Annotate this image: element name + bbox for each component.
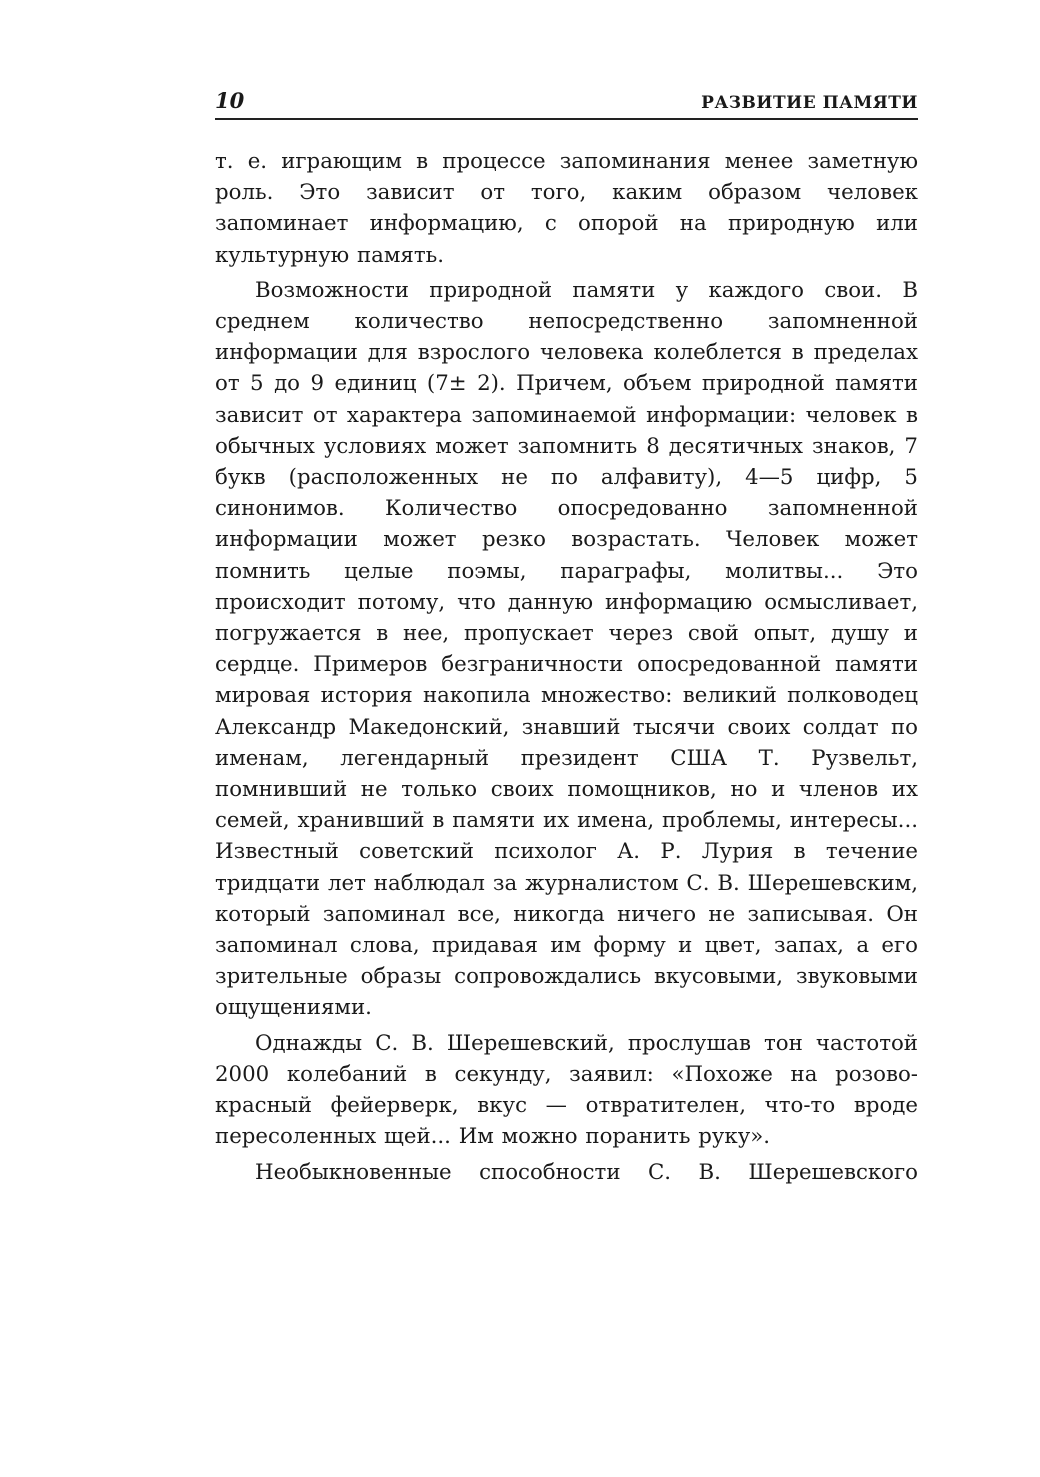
page-number: 10: [215, 88, 245, 113]
running-title: РАЗВИТИЕ ПАМЯТИ: [701, 93, 918, 113]
book-page: [215, 88, 918, 1188]
paragraph-shereshevsky-tone: Однажды С. В. Шерешевский, прослушав тон частотой 2000 колебаний в секунду, заявил: «Похоже на розово-красный фейерверк, вкус — отвратителен, что-то вроде пересоленных щей... Им можно поранить руку».: [215, 1030, 918, 1150]
running-header: [215, 88, 918, 120]
paragraph-memory-capacity: Возможности природной памяти у каждого свои. В среднем количество непосредственно запомненной информации для взрослого человека колеблется в пределах от 5 до 9 единиц (7± 2). Причем, объем природной памяти зависит от характера запоминаемой информации: человек в обычных условиях может запомнить 8 десятичных знаков, 7 букв (расположенных не по алфавиту), 4—5 цифр, 5 синонимов. Количество опосредованно запомненной информации может резко возрастать. Человек может помнить целые поэмы, параграфы, молитвы... Это происходит потому, что данную информацию осмысливает, погружается в нее, пропускает через свой опыт, душу и сердце. Примеров безграничности опосредованной памяти мировая история накопила множество: великий полководец Александр Македонский, знавший тысячи своих солдат по именам, легендарный президент США Т. Рузвельт, помнивший не только своих помощников, но и членов их семей, хранивший в памяти их имена, проблемы, интересы... Известный советский психолог А. Р. Лурия в течение тридцати лет наблюдал за журналистом С. В. Шерешевским, который запоминал все, никогда ничего не записывая. Он запоминал слова, придавая им форму и цвет, запах, а его зрительные образы сопровождались вкусовыми, звуковыми ощущениями.: [215, 277, 918, 1021]
paragraph-continuation: т. е. играющим в процессе запоминания менее заметную роль. Это зависит от того, каким образом человек запоминает информацию, с опорой на природную или культурную память.: [215, 149, 918, 268]
body-text: [215, 146, 918, 1188]
paragraph-shereshevsky-abilities: Необыкновенные способности С. В. Шерешевского: [255, 1159, 918, 1185]
